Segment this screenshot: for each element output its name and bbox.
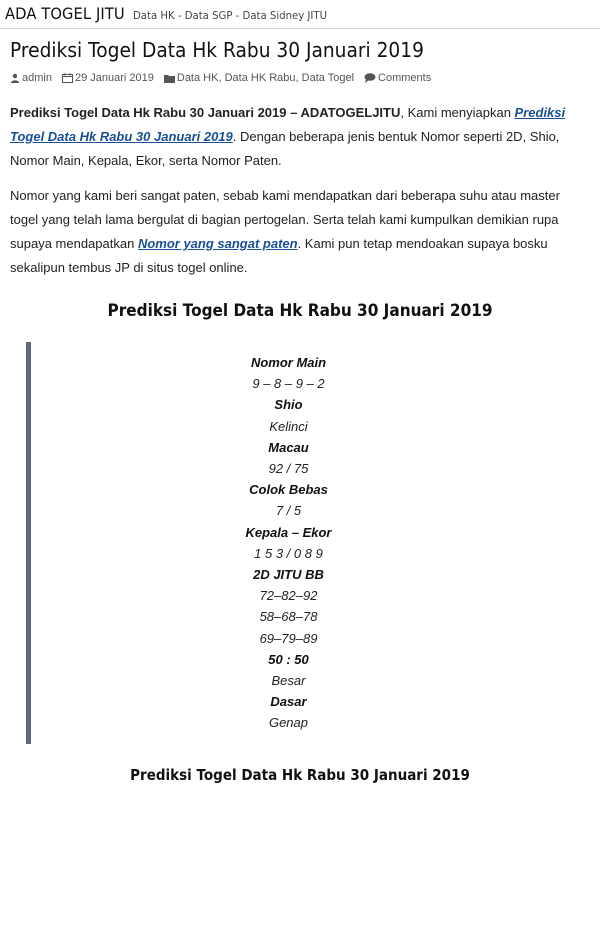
post-title: Prediksi Togel Data Hk Rabu 30 Januari 2019 — [10, 38, 424, 62]
meta-date — [62, 72, 154, 84]
para2-text-2: . Kami pun tetap mendoakan supaya bosku sekalipun tembus JP di situs togel online. — [10, 236, 548, 275]
calendar-icon — [62, 73, 73, 83]
macau-value: 92 / 75 — [268, 461, 309, 477]
meta-comments — [364, 72, 431, 84]
fifty-fifty-value: Besar — [271, 673, 306, 689]
site-title-link[interactable]: ADA TOGEL JITU — [5, 4, 125, 23]
dasar-label: Dasar — [270, 694, 307, 710]
nomor-paten-link[interactable]: Nomor yang sangat paten — [137, 236, 298, 251]
nomor-main-label: Nomor Main — [250, 355, 327, 370]
post-article — [0, 37, 600, 785]
twod-label: 2D JITU BB — [253, 567, 324, 583]
shio-value: Kelinci — [269, 418, 308, 434]
category-link-data-hk-rabu[interactable]: Data HK Rabu — [224, 72, 296, 84]
shio-label: Shio — [274, 397, 303, 413]
colok-bebas-value: 7 / 5 — [275, 503, 302, 519]
macau-label: Macau — [268, 439, 309, 455]
site-header — [0, 0, 600, 29]
second-paragraph — [10, 184, 590, 280]
date-link[interactable]: 29 Januari 2019 — [74, 72, 154, 84]
intro-text-2: . Dengan beberapa jenis bentuk Nomor seperti 2D, Shio, Nomor Main, Kepala, Ekor, serta Nomor Paten. — [10, 129, 560, 168]
meta-author — [10, 72, 52, 84]
dasar-value: Genap — [268, 715, 309, 731]
twod-value-3: 69–79–89 — [259, 630, 318, 646]
section-heading-2: Prediksi Togel Data Hk Rabu 30 Januari 2019 — [130, 765, 470, 784]
comment-icon — [364, 73, 376, 83]
folder-icon — [164, 74, 175, 83]
twod-value-2: 58–68–78 — [259, 609, 318, 625]
kepala-ekor-label: Kepala – Ekor — [245, 524, 332, 540]
intro-text-1: , Kami menyiapkan — [400, 105, 515, 120]
kepala-ekor-value: 1 5 3 / 0 8 9 — [254, 545, 323, 561]
colok-bebas-label: Colok Bebas — [249, 482, 328, 498]
section-heading: Prediksi Togel Data Hk Rabu 30 Januari 2019 — [107, 301, 493, 321]
intro-paragraph — [10, 101, 590, 173]
twod-value-1: 72–82–92 — [259, 588, 318, 604]
category-link-data-togel[interactable]: Data Togel — [301, 72, 355, 84]
author-link[interactable]: admin — [22, 72, 52, 84]
nomor-main-value: 9 – 8 – 9 – 2 — [252, 376, 325, 392]
site-description: Data HK - Data SGP - Data Sidney JITU — [133, 9, 328, 22]
user-icon — [10, 73, 20, 83]
comments-link[interactable]: Comments — [378, 72, 432, 84]
prediction-blockquote — [26, 342, 546, 744]
category-link-data-hk[interactable]: Data HK — [176, 72, 219, 84]
fifty-fifty-label: 50 : 50 — [268, 651, 309, 667]
intro-bold-lead: Prediksi Togel Data Hk Rabu 30 Januari 2019 – ADATOGELJITU — [10, 105, 401, 120]
post-meta — [10, 71, 590, 85]
para2-text-1: Nomor yang kami beri sangat paten, sebab kami mendapatkan dari beberapa suhu atau master togel yang telah lama bergulat di bagian pertogelan. Serta telah kami kumpulkan demikian rupa supaya mendapatkan — [10, 188, 560, 251]
meta-categories: Data HK , Data HK Rabu , Data Togel — [164, 72, 354, 84]
post-content — [10, 101, 590, 280]
prediksi-link[interactable]: Prediksi Togel Data Hk Rabu 30 Januari 2019 — [10, 105, 566, 144]
